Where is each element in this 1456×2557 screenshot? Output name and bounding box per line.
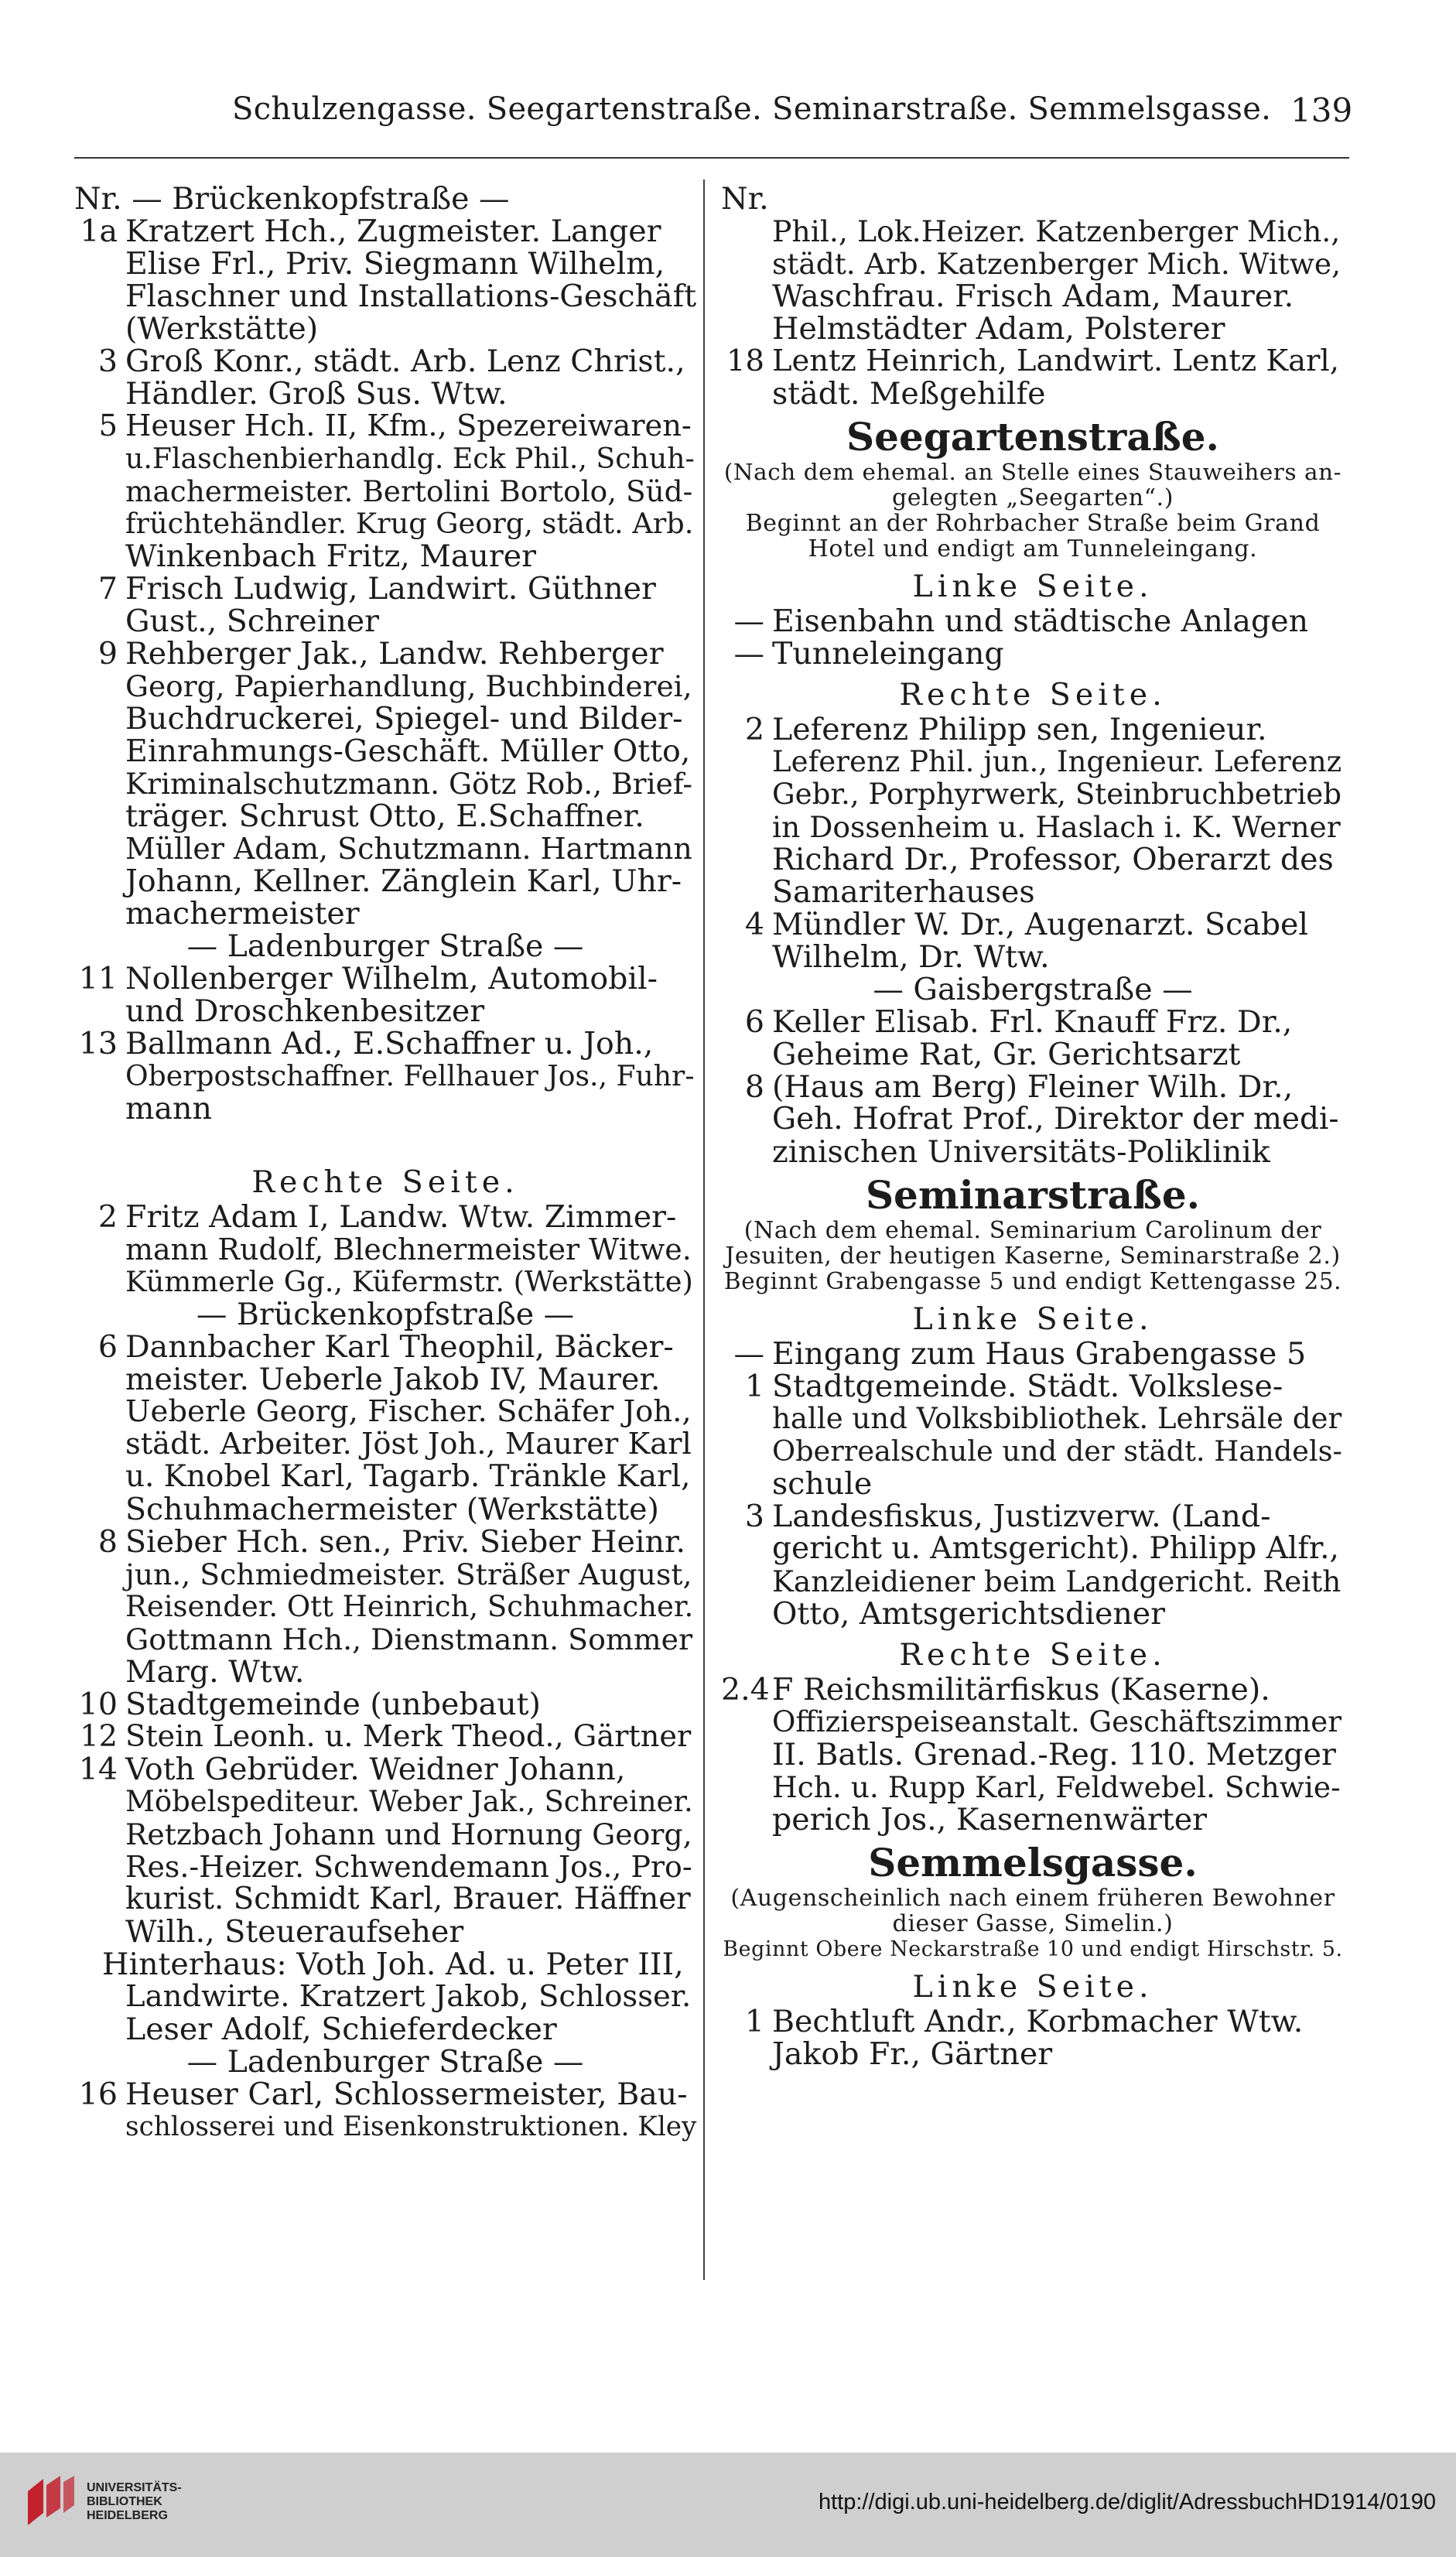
entry-text: Stein Leonh. u. Merk Theod., Gärtner <box>125 1720 692 1754</box>
side-heading: Rechte Seite. <box>899 677 1167 713</box>
entry-line: Geheime Rat, Gr. Gerichtsarzt <box>772 1037 1241 1072</box>
entry-text: Nollenberger Wilhelm, Automobil- <box>125 961 658 996</box>
address-entry <box>74 962 696 995</box>
entry-line: Geh. Hofrat Prof., Direktor der medi- <box>772 1102 1339 1137</box>
entry-line: Richard Dr., Professor, Oberarzt des <box>772 842 1334 877</box>
entry-text: Fritz Adam I, Landw. Wtw. Zimmer- <box>125 1199 677 1235</box>
address-entry <box>74 1201 696 1233</box>
entry-line: Elise Frl., Priv. Siegmann Wilhelm, <box>125 246 665 282</box>
address-entry <box>74 638 696 670</box>
side-heading: Linke Seite. <box>912 1301 1154 1337</box>
number-heading: Nr. — Brückenkopfstraße — <box>74 181 510 217</box>
entry-text: Lentz Heinrich, Landwirt. Lentz Karl, <box>772 344 1339 378</box>
house-number: 8 <box>97 1524 118 1560</box>
footer-bar <box>0 2453 1456 2557</box>
entry-line: schule <box>772 1466 873 1502</box>
address-entry <box>74 1721 696 1753</box>
street-title: Semmelsgasse. <box>868 1840 1198 1885</box>
entry-text: Landesfiskus, Justizverw. (Land- <box>772 1499 1271 1534</box>
house-number: 12 <box>80 1720 118 1754</box>
entry-text: Heuser Carl, Schlossermeister, Bau- <box>125 2077 688 2112</box>
entry-line: Ueberle Georg, Fischer. Schäfer Joh., <box>125 1394 692 1429</box>
entry-line: machermeister. Bertolini Bortolo, Süd- <box>125 474 693 508</box>
address-entry <box>721 908 1345 941</box>
house-number: 5 <box>98 409 118 443</box>
right-column <box>721 183 1345 2070</box>
street-note: gelegten „Seegarten“.) <box>891 484 1174 511</box>
address-entry <box>74 1331 696 1363</box>
street-note: (Augenscheinlich nach einem früheren Bewohner <box>730 1885 1335 1912</box>
entry-text: F Reichsmilitärfiskus (Kaserne). <box>772 1672 1270 1708</box>
entry-line: Reisender. Ott Heinrich, Schuhmacher. <box>125 1590 694 1623</box>
header-rule <box>74 157 1349 159</box>
entry-line: mann Rudolf, Blechnermeister Witwe. <box>125 1232 692 1267</box>
library-name-line: HEIDELBERG <box>87 2509 168 2522</box>
entry-text: Sieber Hch. sen., Priv. Sieber Heinr. <box>125 1524 686 1560</box>
entry-line: Kriminalschutzmann. Götz Rob., Brief- <box>125 767 693 801</box>
entry-text: Eisenbahn und städtische Anlagen <box>772 603 1309 639</box>
house-number: 8 <box>744 1069 764 1105</box>
entry-line: Müller Adam, Schutzmann. Hartmann <box>125 832 692 866</box>
entry-line: zinischen Universitäts-Poliklinik <box>772 1134 1270 1170</box>
entry-line: städt. Arb. Katzenberger Mich. Witwe, <box>772 247 1341 281</box>
house-number: 3 <box>744 1499 764 1534</box>
entry-line: Buchdruckerei, Spiegel- und Bilder- <box>125 701 683 737</box>
side-heading: Linke Seite. <box>912 1969 1154 2005</box>
entry-line: Offizierspeiseanstalt. Geschäftszimmer <box>772 1705 1342 1738</box>
house-number: — <box>733 603 764 639</box>
address-entry <box>721 1370 1345 1403</box>
side-heading: Rechte Seite. <box>251 1164 519 1200</box>
entry-line: Retzbach Johann und Hornung Georg, <box>125 1817 692 1851</box>
entry-line: Gottmann Hch., Dienstmann. Sommer <box>125 1622 693 1656</box>
entry-text: (Haus am Berg) Fleiner Wilh. Dr., <box>772 1069 1294 1105</box>
entry-line: Schuhmachermeister (Werkstätte) <box>125 1492 659 1527</box>
address-entry <box>721 1673 1345 1706</box>
spacer <box>74 1125 696 1157</box>
address-entry <box>721 713 1345 746</box>
address-entry <box>721 1071 1345 1103</box>
street-note: (Nach dem ehemal. an Stelle eines Stauweihers an- <box>723 459 1342 485</box>
house-number: 3 <box>97 344 118 379</box>
house-number: 4 <box>744 907 764 942</box>
entry-line: Waschfrau. Frisch Adam, Maurer. <box>772 279 1294 314</box>
address-entry <box>74 2078 696 2111</box>
house-number: 10 <box>78 1687 118 1722</box>
address-entry <box>721 605 1345 638</box>
street-title: Seminarstraße. <box>865 1172 1201 1218</box>
house-number: 1 <box>744 1369 764 1404</box>
entry-line: Wilhelm, Dr. Wtw. <box>772 939 1050 975</box>
address-entry <box>721 345 1345 378</box>
street-note: Beginnt Obere Neckarstraße 10 und endigt Hirschstr. 5. <box>723 1937 1343 1961</box>
house-number: 18 <box>726 344 764 378</box>
entry-text: Leferenz Philipp sen, Ingenieur. <box>772 712 1267 747</box>
entry-line: Hinterhaus: Voth Joh. Ad. u. Peter III, <box>102 1947 684 1982</box>
entry-line: schlosserei und Eisenkonstruktionen. Kley <box>125 2111 697 2142</box>
entry-line: Jakob Fr., Gärtner <box>772 2036 1053 2072</box>
address-entry <box>74 1027 696 1060</box>
cross-street: — Ladenburger Straße — <box>186 928 584 964</box>
street-note: (Nach dem ehemal. Seminarium Carolinum der <box>743 1217 1322 1244</box>
entry-text: Mündler W. Dr., Augenarzt. Scabel <box>772 907 1309 942</box>
house-number: 9 <box>97 636 118 672</box>
entry-line: Georg, Papierhandlung, Buchbinderei, <box>125 669 692 703</box>
entry-line: Wilh., Steueraufseher <box>125 1914 464 1950</box>
house-number: 7 <box>97 571 118 607</box>
address-entry <box>721 1338 1345 1370</box>
entry-text: Tunneleingang <box>772 636 1004 672</box>
entry-line: jun., Schmiedmeister. Sträßer August, <box>125 1557 692 1591</box>
entry-line: Möbelspediteur. Weber Jak., Schreiner. <box>125 1785 693 1818</box>
entry-line: Gust., Schreiner <box>125 603 380 639</box>
house-number: 1a <box>80 214 118 249</box>
source-url[interactable]: http://digi.ub.uni-heidelberg.de/diglit/AdressbuchHD1914/0190 <box>818 2490 1436 2514</box>
entry-line: Oberrealschule und der städt. Handels- <box>772 1434 1342 1468</box>
entry-text: Groß Konr., städt. Arb. Lenz Christ., <box>125 344 685 379</box>
entry-line: Oberpostschaffner. Fellhauer Jos., Fuhr- <box>125 1059 695 1092</box>
entry-line: Marg. Wtw. <box>125 1654 305 1690</box>
house-number: 13 <box>78 1026 118 1061</box>
entry-text: Ballmann Ad., E.Schaffner u. Joh., <box>125 1026 654 1061</box>
entry-line: gericht u. Amtsgericht). Philipp Alfr., <box>772 1531 1339 1566</box>
house-number: 2.4 <box>721 1672 770 1708</box>
library-name-line: BIBLIOTHEK <box>87 2495 162 2508</box>
entry-text: Heuser Hch. II, Kfm., Spezereiwaren- <box>125 409 692 443</box>
entry-line: Kümmerle Gg., Küfermstr. (Werkstätte) <box>125 1265 693 1298</box>
street-note: Beginnt an der Rohrbacher Straße beim Grand <box>745 510 1321 537</box>
entry-line: und Droschkenbesitzer <box>125 993 485 1029</box>
entry-text: Rehberger Jak., Landw. Rehberger <box>125 636 664 672</box>
page-number: 139 <box>1290 91 1353 129</box>
entry-text: Dannbacher Karl Theophil, Bäcker- <box>125 1329 674 1365</box>
address-entry <box>721 1006 1345 1038</box>
entry-text: Frisch Ludwig, Landwirt. Güthner <box>125 571 656 607</box>
street-note: Jesuiten, der heutigen Kaserne, Seminarstraße 2.) <box>725 1243 1341 1270</box>
house-number: 14 <box>78 1752 118 1787</box>
entry-line: Kanzleidiener beim Landgericht. Reith <box>772 1564 1342 1598</box>
entry-line: perich Jos., Kasernenwärter <box>772 1802 1208 1837</box>
entry-line: Händler. Groß Sus. Wtw. <box>125 376 508 412</box>
cross-street: — Ladenburger Straße — <box>186 2044 584 2080</box>
entry-text: Kratzert Hch., Zugmeister. Langer <box>125 214 661 249</box>
address-entry <box>721 2005 1345 2038</box>
house-number: 6 <box>97 1329 118 1365</box>
university-seal-icon <box>17 2468 82 2533</box>
entry-line: meister. Ueberle Jakob IV, Maurer. <box>125 1362 661 1397</box>
entry-line: träger. Schrust Otto, E.Schaffner. <box>125 798 644 834</box>
entry-line: II. Batls. Grenad.-Reg. 110. Metzger <box>772 1737 1336 1772</box>
entry-line: kurist. Schmidt Karl, Brauer. Häffner <box>125 1882 691 1916</box>
entry-line: Johann, Kellner. Zänglein Karl, Uhr- <box>125 863 682 899</box>
street-title: Seegartenstraße. <box>846 414 1219 460</box>
entry-line: Leser Adolf, Schieferdecker <box>125 2012 557 2047</box>
street-note: dieser Gasse, Simelin.) <box>892 1910 1174 1937</box>
left-column <box>74 183 696 2143</box>
entry-line: Gebr., Porphyrwerk, Steinbruchbetrieb <box>772 778 1342 811</box>
entry-line: Hch. u. Rupp Karl, Feldwebel. Schwie- <box>772 1770 1341 1804</box>
entry-line: Einrahmungs-Geschäft. Müller Otto, <box>125 733 691 769</box>
entry-text: Bechtluft Andr., Korbmacher Wtw. <box>772 2004 1304 2039</box>
house-number: 6 <box>744 1004 764 1040</box>
entry-line: Winkenbach Fritz, Maurer <box>125 538 536 574</box>
address-entry <box>74 1526 696 1558</box>
entry-line: städt. Arbeiter. Jöst Joh., Maurer Karl <box>125 1427 692 1461</box>
address-entry <box>721 638 1345 670</box>
street-note: Beginnt Grabengasse 5 und endigt Kettengasse 25. <box>723 1268 1342 1294</box>
entry-line: städt. Meßgehilfe <box>772 376 1046 412</box>
entry-text: Voth Gebrüder. Weidner Johann, <box>125 1752 626 1787</box>
entry-line: Samariterhauses <box>772 874 1035 910</box>
entry-text: Stadtgemeinde (unbebaut) <box>125 1687 541 1722</box>
library-name-line: UNIVERSITÄTS- <box>87 2481 182 2494</box>
house-number: — <box>733 1336 764 1372</box>
side-heading: Linke Seite. <box>912 569 1154 604</box>
column-divider <box>703 179 705 2280</box>
entry-line: machermeister <box>125 896 360 932</box>
house-number: 2 <box>97 1199 118 1235</box>
address-entry <box>74 573 696 605</box>
house-number: 1 <box>744 2004 764 2039</box>
address-entry <box>74 1688 696 1721</box>
house-number: 11 <box>78 961 118 996</box>
entry-line: Otto, Amtsgerichtsdiener <box>772 1596 1166 1632</box>
address-entry <box>74 215 696 248</box>
entry-line: Landwirte. Kratzert Jakob, Schlosser. <box>125 1979 692 2014</box>
number-heading: Nr. <box>721 181 769 217</box>
address-entry <box>74 1753 696 1786</box>
entry-line: Leferenz Phil. jun., Ingenieur. Leferenz <box>772 745 1342 778</box>
address-entry <box>721 1500 1345 1533</box>
cross-street: — Gaisbergstraße — <box>873 972 1193 1007</box>
side-heading: Rechte Seite. <box>899 1637 1167 1673</box>
entry-line: (Werkstätte) <box>125 311 319 347</box>
cross-street: — Brückenkopfstraße — <box>196 1297 575 1332</box>
house-number: — <box>733 636 764 672</box>
library-name <box>87 2481 182 2523</box>
house-number: 2 <box>744 712 764 747</box>
entry-line: halle und Volksbibliothek. Lehrsäle der <box>772 1402 1342 1435</box>
entry-line: Phil., Lok.Heizer. Katzenberger Mich., <box>772 214 1341 248</box>
address-entry <box>74 410 696 443</box>
entry-line: früchtehändler. Krug Georg, städt. Arb. <box>125 507 694 540</box>
street-note: Hotel und endigt am Tunneleingang. <box>808 535 1258 562</box>
running-head: Schulzengasse. Seegartenstraße. Seminarstraße. Semmelsgasse. <box>232 91 1272 127</box>
entry-text: Keller Elisab. Frl. Knauff Frz. Dr., <box>772 1004 1293 1040</box>
entry-line: Flaschner und Installations-Geschäft <box>125 279 697 314</box>
entry-line: mann <box>125 1091 212 1126</box>
entry-line: Res.-Heizer. Schwendemann Jos., Pro- <box>125 1850 692 1884</box>
entry-line: u.Flaschenbierhandlg. Eck Phil., Schuh- <box>125 442 695 475</box>
house-number: 16 <box>78 2077 118 2112</box>
address-entry <box>74 345 696 378</box>
entry-line: u. Knobel Karl, Tagarb. Tränkle Karl, <box>125 1459 691 1494</box>
entry-line: in Dossenheim u. Haslach i. K. Werner <box>772 810 1341 844</box>
entry-line: Helmstädter Adam, Polsterer <box>772 311 1225 347</box>
entry-text: Stadtgemeinde. Städt. Volkslese- <box>772 1369 1283 1404</box>
entry-text: Eingang zum Haus Grabengasse 5 <box>772 1336 1307 1372</box>
